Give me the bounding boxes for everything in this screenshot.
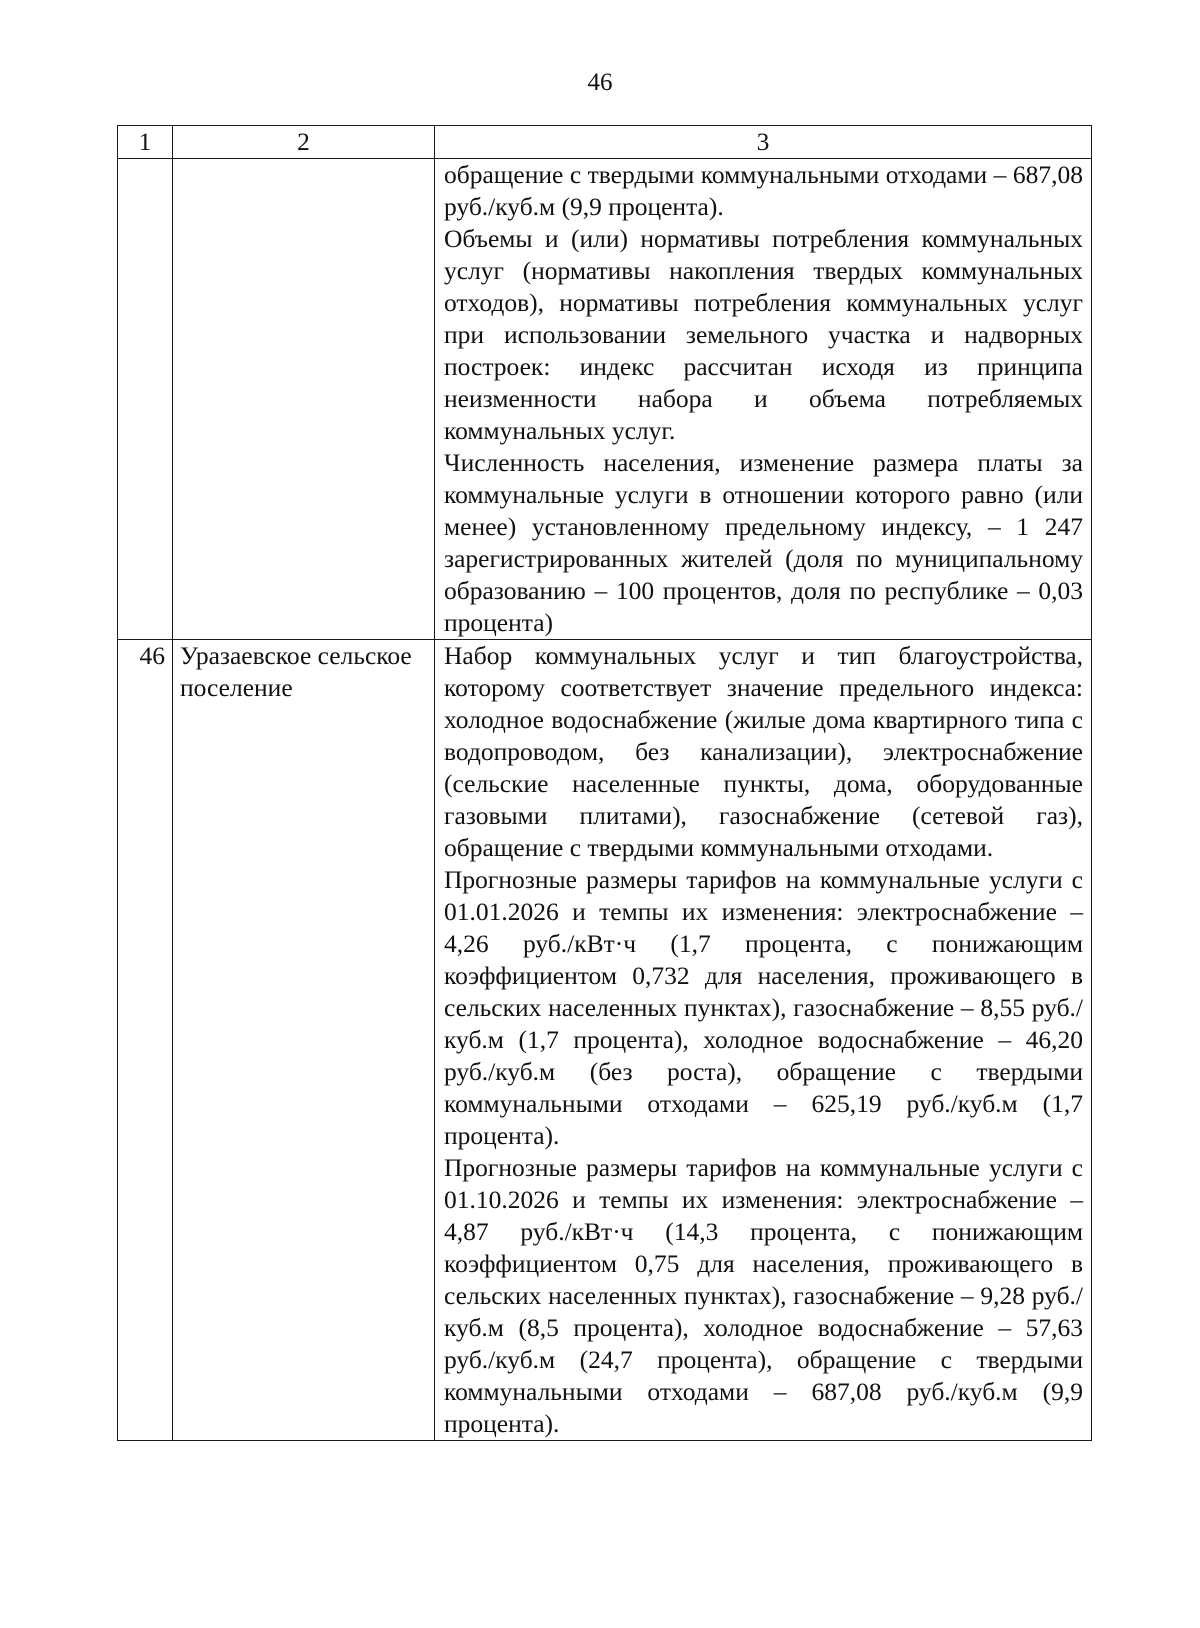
page-number: 46: [587, 69, 613, 96]
settlement-name: Уразаевское сельское поселение: [173, 640, 435, 1441]
header-cell-1: 1: [118, 126, 173, 159]
table-row-46: [118, 640, 1092, 1441]
row-number: 46: [118, 640, 173, 1441]
header-cell-3: 3: [435, 126, 1092, 159]
header-cell-2: 2: [173, 126, 435, 159]
row-paragraph-1: Набор коммунальных услуг и тип благоустройства, которому соответствует значение предельного индекса: холодное водоснабжение (жилые дома квартирного типа с водопроводом, без канализации), электроснабжение (сельские населенные пункты, дома, оборудованные газовыми плитами), газоснабжение (сетевой газ), обращение с твердыми коммунальными отходами.: [444, 641, 1083, 862]
row-paragraph-2: Прогнозные размеры тарифов на коммунальные услуги с 01.01.2026 и темпы их изменения: электроснабжение – 4,26 руб./кВт·ч (1,7 процента, с понижающим коэффициентом 0,732 для населения, проживающего в сельских населенных пунктах), газоснабжение – 8,55 руб./куб.м (1,7 процента), холодное водоснабжение – 46,20 руб./куб.м (без роста), обращение с твердыми коммунальными отходами – 625,19 руб./куб.м (1,7 процента).: [444, 865, 1083, 1150]
table-header-row: [118, 126, 1092, 159]
table-row-continuation: [118, 159, 1092, 640]
continuation-number-cell: [118, 159, 173, 640]
row-paragraph-3: Прогнозные размеры тарифов на коммунальные услуги с 01.10.2026 и темпы их изменения: электроснабжение – 4,87 руб./кВт·ч (14,3 процента, с понижающим коэффициентом 0,75 для населения, проживающего в сельских населенных пунктах), газоснабжение – 9,28 руб./куб.м (8,5 процента), холодное водоснабжение – 57,63 руб./куб.м (24,7 процента), обращение с твердыми коммунальными отходами – 687,08 руб./куб.м (9,9 процента).: [444, 1153, 1083, 1438]
row-text-cell: [435, 640, 1092, 1441]
continuation-paragraph-1: обращение с твердыми коммунальными отходами – 687,08 руб./куб.м (9,9 процента).: [444, 160, 1083, 221]
continuation-name-cell: [173, 159, 435, 640]
continuation-text-cell: [435, 159, 1092, 640]
tariff-table: [117, 125, 1092, 1441]
continuation-paragraph-3: Численность населения, изменение размера платы за коммунальные услуги в отношении которого равно (или менее) установленному предельному индексу, – 1 247 зарегистрированных жителей (доля по муниципальному образованию – 100 процентов, доля по республике – 0,03 процента): [444, 448, 1083, 637]
continuation-paragraph-2: Объемы и (или) нормативы потребления коммунальных услуг (нормативы накопления твердых коммунальных отходов), нормативы потребления коммунальных услуг при использовании земельного участка и надворных построек: индекс рассчитан исходя из принципа неизменности набора и объема потребляемых коммунальных услуг.: [444, 224, 1083, 445]
